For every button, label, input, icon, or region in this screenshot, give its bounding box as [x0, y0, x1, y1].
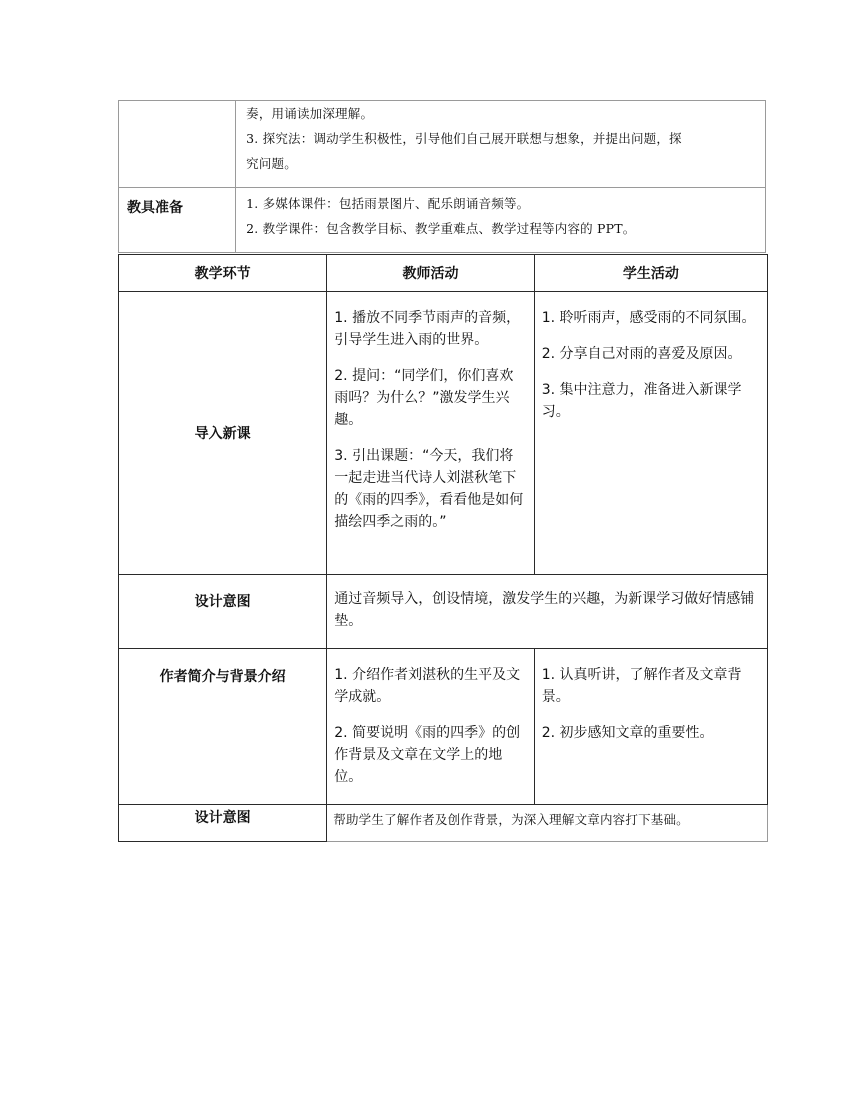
design-intent-text: 通过音频导入，创设情境，激发学生的兴趣，为新课学习做好情感铺垫。: [334, 591, 755, 629]
design-intent-cell-2: [327, 805, 768, 842]
author-teacher-cell: [327, 649, 534, 805]
author-teacher-item: 1. 介绍作者刘湛秋的生平及文学成就。: [334, 667, 521, 705]
methods-equipment-table: [118, 100, 766, 253]
equipment-line: 1. 多媒体课件：包括雨景图片、配乐朗诵音频等。: [246, 196, 530, 211]
author-label: 作者简介与背景介绍: [119, 649, 327, 805]
intro-student-item: 1. 聆听雨声，感受雨的不同氛围。: [541, 310, 756, 326]
intro-student-item: 3. 集中注意力，准备进入新课学习。: [541, 382, 742, 420]
intro-student-cell: [534, 292, 767, 575]
author-student-cell: [534, 649, 767, 805]
methods-label-cell: [119, 101, 236, 188]
design-intent-row-2: [119, 805, 768, 842]
methods-line: 3. 探究法：调动学生积极性，引导他们自己展开联想与想象，并提出问题，探: [246, 131, 682, 146]
equipment-line: 2. 教学课件：包含教学目标、教学重难点、教学过程等内容的 PPT。: [246, 221, 636, 236]
intro-teacher-item: 3. 引出课题：“今天，我们将一起走进当代诗人刘湛秋笔下的《雨的四季》，看看他是如何描绘四季之雨的。”: [334, 448, 524, 530]
intro-teacher-item: 1. 播放不同季节雨声的音频，引导学生进入雨的世界。: [334, 310, 521, 348]
intro-teacher-cell: [327, 292, 534, 575]
author-student-item: 1. 认真听讲，了解作者及文章背景。: [541, 667, 742, 705]
header-teaching-step: 教学环节: [119, 255, 327, 292]
intro-teacher-item: 2. 提问：“同学们，你们喜欢雨吗？为什么？”激发学生兴趣。: [334, 368, 514, 428]
equipment-label: 教具准备: [119, 188, 236, 253]
equipment-text-cell: [236, 188, 766, 253]
methods-line: 奏，用诵读加深理解。: [246, 106, 374, 121]
table-header-row: [119, 255, 768, 292]
header-student-activity: 学生活动: [534, 255, 767, 292]
equipment-row: [119, 188, 766, 253]
author-teacher-item: 2. 简要说明《雨的四季》的创作背景及文章在文学上的地位。: [334, 725, 521, 785]
design-intent-text-2: 帮助学生了解作者及创作背景，为深入理解文章内容打下基础。: [333, 812, 689, 827]
methods-text-cell: [236, 101, 766, 188]
intro-label: 导入新课: [119, 292, 327, 575]
intro-student-item: 2. 分享自己对雨的喜爱及原因。: [541, 346, 742, 362]
design-intent-row: [119, 575, 768, 649]
header-teacher-activity: 教师活动: [327, 255, 534, 292]
design-intent-label: 设计意图: [119, 575, 327, 649]
intro-row: [119, 292, 768, 575]
methods-row: [119, 101, 766, 188]
design-intent-label-2: 设计意图: [119, 805, 327, 842]
methods-line: 究问题。: [246, 156, 297, 171]
author-row: [119, 649, 768, 805]
design-intent-cell: [327, 575, 768, 649]
teaching-process-table: [118, 254, 768, 842]
author-student-item: 2. 初步感知文章的重要性。: [541, 725, 714, 741]
